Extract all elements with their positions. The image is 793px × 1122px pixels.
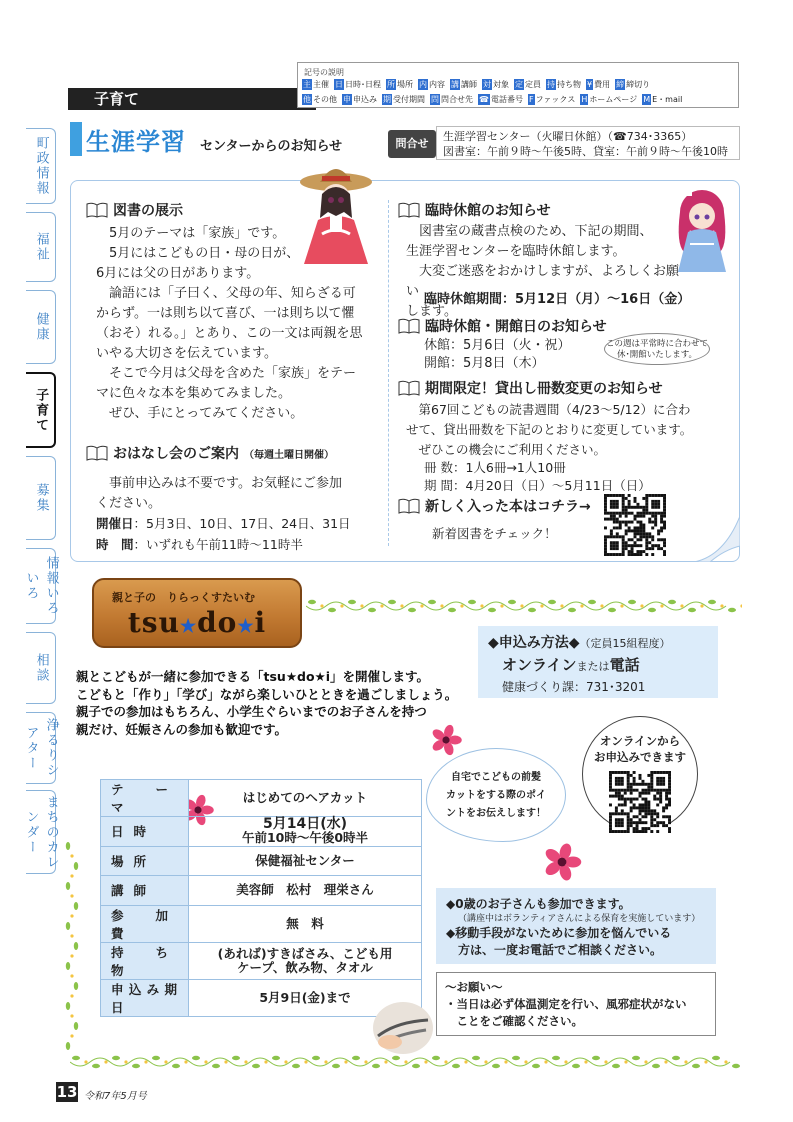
legend-text: 申込み xyxy=(353,95,377,104)
text-line: ぜひ、手にとってみてください。 xyxy=(96,406,304,421)
legend-item xyxy=(386,79,413,90)
legend-text: 日時･日程 xyxy=(345,80,381,89)
legend-text: E・mail xyxy=(652,95,683,104)
table-value-line: 無 料 xyxy=(286,915,324,931)
legend-key: F xyxy=(528,95,534,104)
book-icon xyxy=(398,318,420,334)
legend-title: 記号の説明 xyxy=(304,68,344,77)
text-line: 5月にはこどもの日・母の日が、 xyxy=(96,246,300,261)
page-subtitle: センターからのお知らせ xyxy=(200,139,343,154)
legend-item xyxy=(482,79,509,90)
storytime-date xyxy=(96,514,351,534)
legend-item xyxy=(478,94,523,105)
legend-row-1 xyxy=(302,79,650,90)
table-row xyxy=(101,846,422,876)
legend-text: 問合せ先 xyxy=(441,95,473,104)
method-online: オンライン xyxy=(502,656,577,674)
column-divider xyxy=(388,200,389,546)
legend-key: 問 xyxy=(431,95,439,104)
method-or: または xyxy=(576,660,610,673)
table-value xyxy=(189,905,422,942)
exhibit-heading-text: 図書の展示 xyxy=(113,203,183,219)
apply-methods xyxy=(502,654,640,675)
legend-text: 対象 xyxy=(493,80,509,89)
note-transport-2: 方は、一度お電話でご相談ください。 xyxy=(446,943,663,957)
legend-item xyxy=(528,94,575,105)
open-day: 開館：5月8日（木） xyxy=(424,356,545,371)
table-row xyxy=(101,876,422,906)
storytime-time xyxy=(96,535,303,555)
legend-key: 所 xyxy=(387,80,395,89)
table-row xyxy=(101,780,422,817)
tsudoi-sign-subtitle: 親と子の りらっくすたいむ xyxy=(112,591,255,604)
legend-item xyxy=(586,79,610,90)
cloud-line-2: カットをする際のポイ xyxy=(446,790,546,801)
text-line: こどもと「作り」「学び」ながら楽しいひとときを過ごしましょう。 xyxy=(76,686,458,702)
flower-decoration xyxy=(534,832,590,892)
scissors-illustration xyxy=(372,1000,434,1056)
table-value-line: ケープ、飲み物、タオル xyxy=(237,959,373,975)
closure-heading xyxy=(398,200,551,220)
text-line: そこで今月は父母を含めた「家族」をテー xyxy=(96,366,357,381)
issue-label: 令和7年5月号 xyxy=(84,1091,147,1102)
legend-key: 持 xyxy=(547,80,555,89)
storytime-date-value: ：5月3日、10日、17日、24日、31日 xyxy=(133,516,351,531)
contact-line-2: 図書室：午前９時～午後5時、貸室：午前９時～午後10時 xyxy=(443,145,728,158)
legend-item xyxy=(302,79,329,90)
note-participation xyxy=(436,888,716,964)
table-value-line: 午前10時～午後0時半 xyxy=(241,830,369,846)
legend-key: 申 xyxy=(343,95,351,104)
table-row xyxy=(101,905,422,942)
storytime-time-label: 時 間 xyxy=(96,537,134,552)
legend-row-2 xyxy=(302,94,682,105)
storytime-body xyxy=(96,474,386,514)
loan-heading-text: 期間限定！貸出し冊数変更のお知らせ xyxy=(425,381,663,397)
apply-heading-text: ◆申込み方法◆ xyxy=(488,635,580,651)
page-number: 13 xyxy=(56,1083,78,1101)
legend-text: その他 xyxy=(313,95,337,104)
storytime-heading-text: おはなし会のご案内 xyxy=(113,446,239,462)
sidenav-item-6[interactable]: 相談 xyxy=(26,632,56,704)
legend-key: 日 xyxy=(335,80,343,89)
table-value-line: 5月14日(水) xyxy=(262,816,348,833)
loan-period: 期 間：4月20日（日）～5月11日（日） xyxy=(424,478,651,493)
text-line: 第67回こどもの読書週間（4/23～5/12）に合わ xyxy=(406,402,691,417)
online-bubble-line-1: オンラインから xyxy=(599,734,681,748)
table-value xyxy=(189,876,422,906)
legend-item xyxy=(430,94,473,105)
text-line: 生涯学習センターを臨時休館します。 xyxy=(406,244,626,259)
table-value-line: 5月9日(金)まで xyxy=(259,989,351,1005)
note-request xyxy=(436,972,716,1036)
table-key: テーマ xyxy=(101,780,189,817)
legend-item xyxy=(546,79,581,90)
text-line: 事前申込みは不要です。お気軽にご参加 xyxy=(96,476,342,491)
newbooks-heading xyxy=(398,496,591,516)
newbooks-heading-text: 新しく入った本はコチラ→ xyxy=(425,499,591,515)
legend-key: 主 xyxy=(303,80,311,89)
book-icon xyxy=(86,202,108,218)
legend-key: 締 xyxy=(616,80,625,89)
online-apply-bubble xyxy=(582,716,698,832)
contact-label: 問合せ xyxy=(388,130,436,158)
legend-key: ¥ xyxy=(587,80,593,89)
method-phone: 電話 xyxy=(609,656,640,674)
legend-key: H xyxy=(581,95,588,104)
loan-body xyxy=(406,400,726,460)
legend-text: 定員 xyxy=(525,80,541,89)
legend-item xyxy=(342,94,377,105)
table-key: 参加費 xyxy=(101,905,189,942)
text-line: （おそ）れる。」とあり、この一文は両親を思 xyxy=(96,326,363,341)
legend-text: 場所 xyxy=(397,80,413,89)
legend-text: 締切り xyxy=(626,80,651,89)
table-value xyxy=(189,942,422,979)
logo-part-b: do xyxy=(197,606,238,639)
text-line: 親子での参加はもちろん、小学生ぐらいまでのお子さんを持つ xyxy=(76,704,427,719)
exhibit-heading xyxy=(86,200,183,220)
sidenav-item-7[interactable]: 浄るりシアター xyxy=(26,712,56,784)
text-line: 親だけ、妊娠さんの参加も歓迎です。 xyxy=(76,721,288,737)
tsudoi-intro xyxy=(76,668,457,738)
text-line: 5月のテーマは「家族」です。 xyxy=(96,226,286,241)
text-line: ください。 xyxy=(96,496,162,511)
hair-cut-cloud xyxy=(426,748,566,842)
open-close-heading-text: 臨時休館・開館日のお知らせ xyxy=(425,319,607,335)
legend-item xyxy=(334,79,381,90)
legend-text: ファックス xyxy=(535,95,576,104)
legend-key: 他 xyxy=(303,95,311,104)
tsudoi-logo: tsu★do★i xyxy=(127,606,267,639)
loan-heading xyxy=(398,378,663,398)
text-line: 論語には「子曰く、父母の年、知らざる可 xyxy=(96,286,356,301)
text-line: 6月には父の日があります。 xyxy=(96,266,260,281)
legend-text: 内容 xyxy=(429,80,445,89)
legend-text: 主催 xyxy=(313,80,329,89)
table-value xyxy=(189,817,422,847)
text-line: せて、貸出冊数を下記のとおりに変更しています。 xyxy=(406,422,693,437)
table-key: 申込み期日 xyxy=(101,979,189,1016)
text-line: 親とこどもが一緒に参加できる「tsu★do★i」を開催します。 xyxy=(76,669,430,684)
table-key: 場所 xyxy=(101,846,189,876)
legend-item xyxy=(382,94,425,105)
legend-item xyxy=(642,94,682,105)
table-key: 持ち物 xyxy=(101,942,189,979)
sidenav-item-5[interactable]: 情報いろいろ xyxy=(26,548,56,624)
legend-key: 対 xyxy=(483,80,491,89)
book-icon xyxy=(398,380,420,396)
legend-text: 費用 xyxy=(594,80,611,89)
text-line: からず。一は則ち以て喜び、一は則ち以て懼 xyxy=(96,306,355,321)
table-row xyxy=(101,817,422,847)
storytime-time-value: ：いずれも午前11時～11時半 xyxy=(133,537,303,552)
sidenav-item-8[interactable]: まちのカレンダー xyxy=(26,790,56,874)
cloud-line-1: 自宅でこどもの前髪 xyxy=(451,772,541,783)
legend-key: 期 xyxy=(383,95,391,104)
legend-text: 電話番号 xyxy=(490,95,523,104)
text-line: 大変ご迷惑をおかけしますが、よろしくお願い xyxy=(406,264,680,299)
legend-text: 持ち物 xyxy=(557,80,581,89)
legend-key: 講 xyxy=(451,80,459,89)
tsudoi-sign xyxy=(92,578,302,648)
text-line: 図書室の蔵書点検のため、下記の期間、 xyxy=(406,224,653,239)
application-box xyxy=(478,626,718,698)
table-value xyxy=(189,780,422,817)
book-icon xyxy=(398,498,420,514)
logo-part-a: tsu xyxy=(127,606,180,639)
sidenav-item-0[interactable]: 町政情報 xyxy=(26,128,56,204)
table-value-line: はじめてのヘアカット xyxy=(242,790,368,805)
legend-text: 受付期間 xyxy=(393,95,425,104)
online-bubble-line-2: お申込みできます xyxy=(594,750,686,764)
legend-key: M xyxy=(643,95,651,104)
exhibit-body xyxy=(96,224,386,424)
note-infant-sub: （講座中はボランティアさんによる保育を実施しています） xyxy=(458,914,701,924)
newbooks-qr-code[interactable] xyxy=(604,494,666,556)
apply-department: 健康づくり課：731･3201 xyxy=(502,680,646,694)
closure-period: 臨時休館期間：5月12日（月）～16日（金） xyxy=(424,292,691,307)
legend-item xyxy=(514,79,541,90)
text-line: ぜひこの機会にご利用ください。 xyxy=(406,442,607,457)
legend-text: 講師 xyxy=(461,80,477,89)
text-line: マに色々な本を集めてみました。 xyxy=(96,386,292,401)
legend-item xyxy=(418,79,445,90)
sidenav-item-3[interactable]: 子育て xyxy=(26,372,56,448)
vine-decoration-top xyxy=(306,596,742,616)
table-key: 日時 xyxy=(101,817,189,847)
apply-capacity: （定員15組程度） xyxy=(579,637,671,650)
logo-part-c: i xyxy=(254,606,267,639)
legend-key: ☎ xyxy=(479,95,489,104)
note-transport-1: ◆移動手段がないために参加を悩んでいる xyxy=(446,926,672,940)
request-line-2: ことをご確認ください。 xyxy=(445,1014,583,1028)
newbooks-caption: 新着図書をチェック！ xyxy=(432,526,557,541)
note-infant: ◆0歳のお子さんも参加できます。 xyxy=(446,897,631,911)
page-title: 生涯学習 xyxy=(86,128,186,156)
request-line-1: ・当日は必ず体温測定を行い、風邪症状がない xyxy=(445,997,687,1011)
open-close-heading xyxy=(398,316,607,336)
page-curl-decoration xyxy=(694,516,740,562)
event-details-table xyxy=(100,779,422,1017)
legend-item xyxy=(302,94,337,105)
apply-qr-code[interactable] xyxy=(609,771,671,833)
table-key: 講師 xyxy=(101,876,189,906)
legend-key: 内 xyxy=(419,80,427,89)
contact-line-1: 生涯学習センター（火曜日休館）（☎734･3365） xyxy=(443,130,693,143)
legend-item xyxy=(450,79,477,90)
contact-info xyxy=(436,126,740,160)
legend-item xyxy=(580,94,637,105)
table-value xyxy=(189,846,422,876)
title-accent-bar xyxy=(70,122,82,156)
storytime-date-label: 開催日 xyxy=(96,516,134,531)
table-value-line: 美容師 松村 理栄さん xyxy=(236,882,374,898)
storytime-heading-note: （毎週土曜日開催） xyxy=(244,449,334,461)
table-value-line: (あれば)すきばさみ、こども用 xyxy=(217,945,393,961)
request-title: ～お願い～ xyxy=(445,980,503,994)
text-line: します。 xyxy=(406,304,457,319)
table-value-line: 保健福祉センター xyxy=(255,852,355,868)
storytime-heading xyxy=(86,443,334,463)
cloud-line-3: ントをお伝えします！ xyxy=(446,808,546,819)
sidenav-item-2[interactable]: 健康 xyxy=(26,290,56,364)
symbol-legend xyxy=(297,62,739,108)
legend-text: ホームページ xyxy=(589,95,638,104)
table-row xyxy=(101,942,422,979)
text-line: いやる大切さを伝えています。 xyxy=(96,346,277,361)
book-icon xyxy=(398,202,420,218)
schedule-speech-bubble: この週は平常時に合わせて休･開館いたします。 xyxy=(604,333,710,365)
legend-key: 定 xyxy=(515,80,523,89)
apply-heading xyxy=(488,632,671,652)
section-tag: 子育て xyxy=(68,88,316,110)
vine-decoration-left xyxy=(62,840,82,1052)
book-icon xyxy=(86,445,108,461)
legend-item xyxy=(615,79,650,90)
closure-heading-text: 臨時休館のお知らせ xyxy=(425,203,551,219)
closed-day: 休館：5月6日（火・祝） xyxy=(424,338,571,353)
sidenav-item-4[interactable]: 募集 xyxy=(26,456,56,540)
sidenav-item-1[interactable]: 福祉 xyxy=(26,212,56,282)
loan-count: 冊 数：1人6冊→1人10冊 xyxy=(424,460,566,475)
